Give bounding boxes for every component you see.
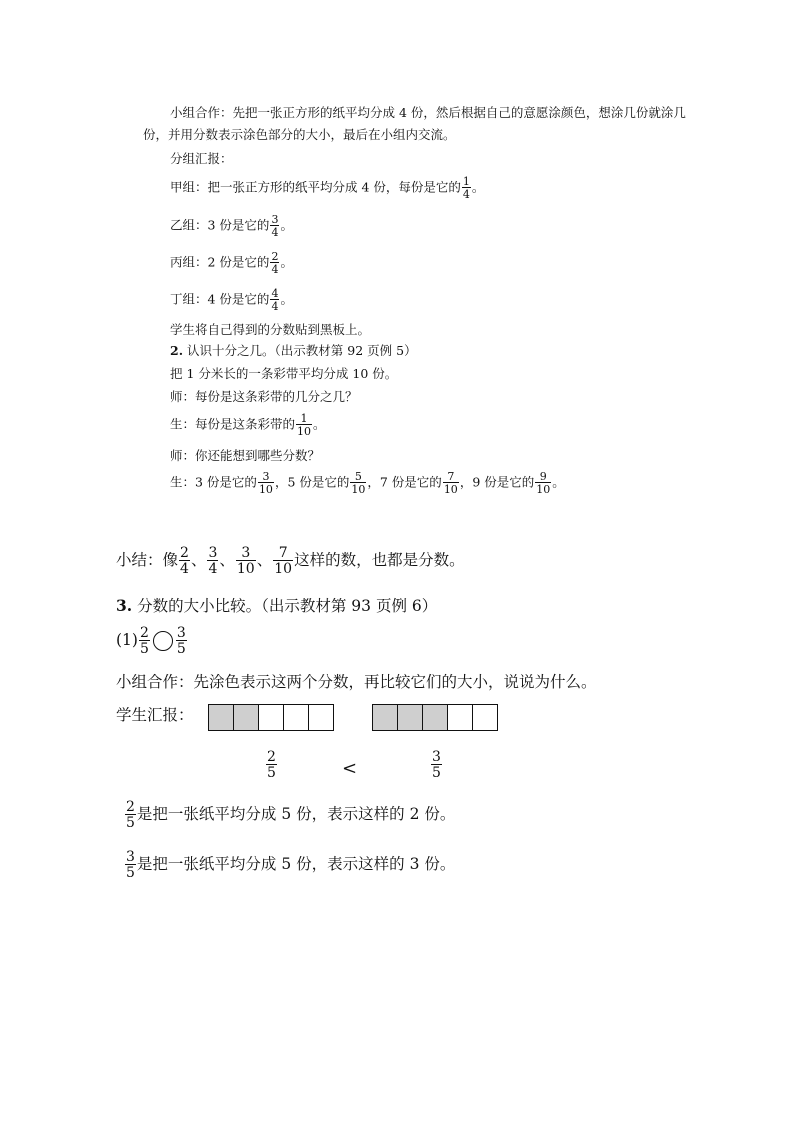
explanation-2 — [124, 850, 455, 880]
fraction — [273, 546, 293, 576]
fraction — [535, 471, 551, 495]
denominator: 10 — [351, 483, 366, 496]
compare-right-fraction — [430, 750, 443, 780]
numerator: 7 — [447, 470, 455, 483]
period: 。 — [471, 179, 485, 195]
denominator: 10 — [536, 483, 551, 496]
numerator: 4 — [271, 287, 279, 300]
period: 。 — [280, 254, 293, 270]
numerator: 2 — [180, 545, 189, 561]
denominator: 10 — [258, 483, 273, 496]
numerator: 2 — [139, 625, 149, 641]
bar-cell — [233, 704, 259, 731]
section-number: 2. — [170, 343, 184, 358]
student-answer-1 — [170, 413, 326, 437]
group-bing-line — [170, 251, 293, 275]
bar-cell — [283, 704, 309, 731]
period: 。 — [552, 474, 565, 490]
numerator: 1 — [300, 412, 308, 425]
group-bing-text: 丙组：2 份是它的 — [170, 254, 270, 270]
bar-cell — [472, 704, 498, 731]
report-title: 分组汇报： — [170, 151, 233, 166]
separator: 、 — [190, 551, 207, 569]
section-title: 分数的大小比较。（出示教材第 93 页例 6） — [137, 597, 438, 615]
group-ding-line — [170, 288, 293, 312]
separator: 、 — [219, 551, 235, 569]
question-label: (1) — [116, 631, 138, 649]
denominator: 10 — [236, 561, 255, 577]
denominator: 5 — [267, 765, 276, 781]
section-3-heading — [116, 598, 437, 615]
denominator: 5 — [126, 865, 135, 881]
fraction — [179, 546, 190, 576]
answer-text: 生：每份是这条彩带的 — [170, 416, 296, 432]
denominator: 4 — [180, 561, 189, 577]
explanation-text: 是把一张纸平均分成 5 份，表示这样的 2 份。 — [136, 805, 456, 823]
bar-cell — [447, 704, 473, 731]
bar-cell — [397, 704, 423, 731]
fraction — [258, 471, 274, 495]
numerator: 3 — [241, 545, 251, 561]
separator: 、 — [256, 551, 273, 569]
fraction — [207, 546, 218, 576]
fraction — [270, 288, 279, 312]
paragraph-group-work-line1: 小组合作：先把一张正方形的纸平均分成 4 份，然后根据自己的意愿涂颜色，想涂几份就涂几 — [170, 105, 686, 120]
denominator: 10 — [274, 561, 293, 577]
answer-text: ，5 份是它的 — [274, 474, 350, 490]
numerator: 3 — [176, 625, 186, 641]
teacher-question-1: 师：每份是这条彩带的几分之几？ — [170, 389, 358, 404]
bar-cell — [308, 704, 334, 731]
fraction — [270, 251, 279, 275]
explanation-1 — [124, 800, 455, 830]
summary-text: 小结：像 — [116, 551, 179, 569]
question-1 — [116, 626, 188, 656]
bar-cell — [258, 704, 284, 731]
group-ding-text: 丁组：4 份是它的 — [170, 291, 270, 307]
denominator: 5 — [139, 641, 149, 657]
ribbon-text: 把 1 分米长的一条彩带平均分成 10 份。 — [170, 366, 398, 381]
numerator: 2 — [271, 250, 279, 263]
answer-text: ，7 份是它的 — [367, 474, 442, 490]
answer-text: 生：3 份是它的 — [170, 474, 257, 490]
denominator: 5 — [176, 641, 186, 657]
numerator: 7 — [278, 545, 288, 561]
fraction — [431, 750, 442, 780]
numerator: 3 — [126, 849, 135, 865]
fraction — [125, 850, 136, 880]
bar-cell — [208, 704, 234, 731]
fraction — [270, 214, 279, 238]
compare-left-fraction — [265, 750, 278, 780]
numerator: 3 — [262, 470, 270, 483]
fraction — [350, 471, 366, 495]
student-answer-2 — [170, 471, 565, 495]
paste-note: 学生将自己得到的分数贴到黑板上。 — [170, 322, 371, 337]
denominator: 4 — [271, 300, 279, 313]
fraction — [125, 800, 136, 830]
group-jia-text: 甲组：把一张正方形的纸平均分成 4 份，每份是它的 — [170, 179, 461, 195]
summary-line — [116, 546, 465, 576]
explanation-text: 是把一张纸平均分成 5 份，表示这样的 3 份。 — [136, 855, 456, 873]
fraction-bar-right — [373, 704, 498, 731]
denominator: 4 — [271, 263, 279, 276]
fraction — [176, 626, 187, 656]
bar-cell — [422, 704, 448, 731]
fraction — [139, 626, 150, 656]
denominator: 4 — [462, 188, 470, 201]
fraction — [462, 176, 471, 200]
section-2-heading — [170, 345, 417, 358]
section-number: 3. — [116, 596, 133, 615]
numerator: 2 — [267, 749, 276, 765]
less-than-sign: < — [342, 758, 358, 779]
fraction — [236, 546, 256, 576]
group-yi-line — [170, 214, 293, 238]
denominator: 4 — [271, 226, 279, 239]
numerator: 3 — [432, 749, 441, 765]
student-report-label: 学生汇报： — [116, 706, 194, 724]
denominator: 10 — [443, 483, 458, 496]
fraction — [296, 413, 312, 437]
compare-circle-icon — [153, 631, 173, 651]
group-work-instruction: 小组合作：先涂色表示这两个分数，再比较它们的大小，说说为什么。 — [116, 673, 597, 691]
numerator: 3 — [271, 213, 279, 226]
numerator: 5 — [354, 470, 362, 483]
group-jia-line — [170, 176, 484, 200]
period: 。 — [280, 291, 293, 307]
numerator: 1 — [462, 175, 470, 188]
teacher-question-2: 师：你还能想到哪些分数？ — [170, 448, 321, 463]
fraction — [443, 471, 459, 495]
group-yi-text: 乙组：3 份是它的 — [170, 217, 270, 233]
denominator: 10 — [297, 425, 312, 438]
bar-cell — [372, 704, 398, 731]
paragraph-group-work-line2: 份，并用分数表示涂色部分的大小，最后在小组内交流。 — [143, 127, 456, 142]
period: 。 — [280, 217, 293, 233]
summary-text: 这样的数，也都是分数。 — [294, 551, 465, 569]
section-title: 认识十分之几。（出示教材第 92 页例 5） — [187, 343, 417, 358]
denominator: 4 — [208, 561, 218, 577]
numerator: 3 — [208, 545, 218, 561]
denominator: 5 — [432, 765, 441, 781]
numerator: 9 — [539, 470, 547, 483]
numerator: 2 — [126, 799, 135, 815]
denominator: 5 — [126, 815, 135, 831]
fraction — [266, 750, 277, 780]
period: 。 — [313, 416, 326, 432]
answer-text: ，9 份是它的 — [459, 474, 535, 490]
fraction-bar-left — [209, 704, 334, 731]
